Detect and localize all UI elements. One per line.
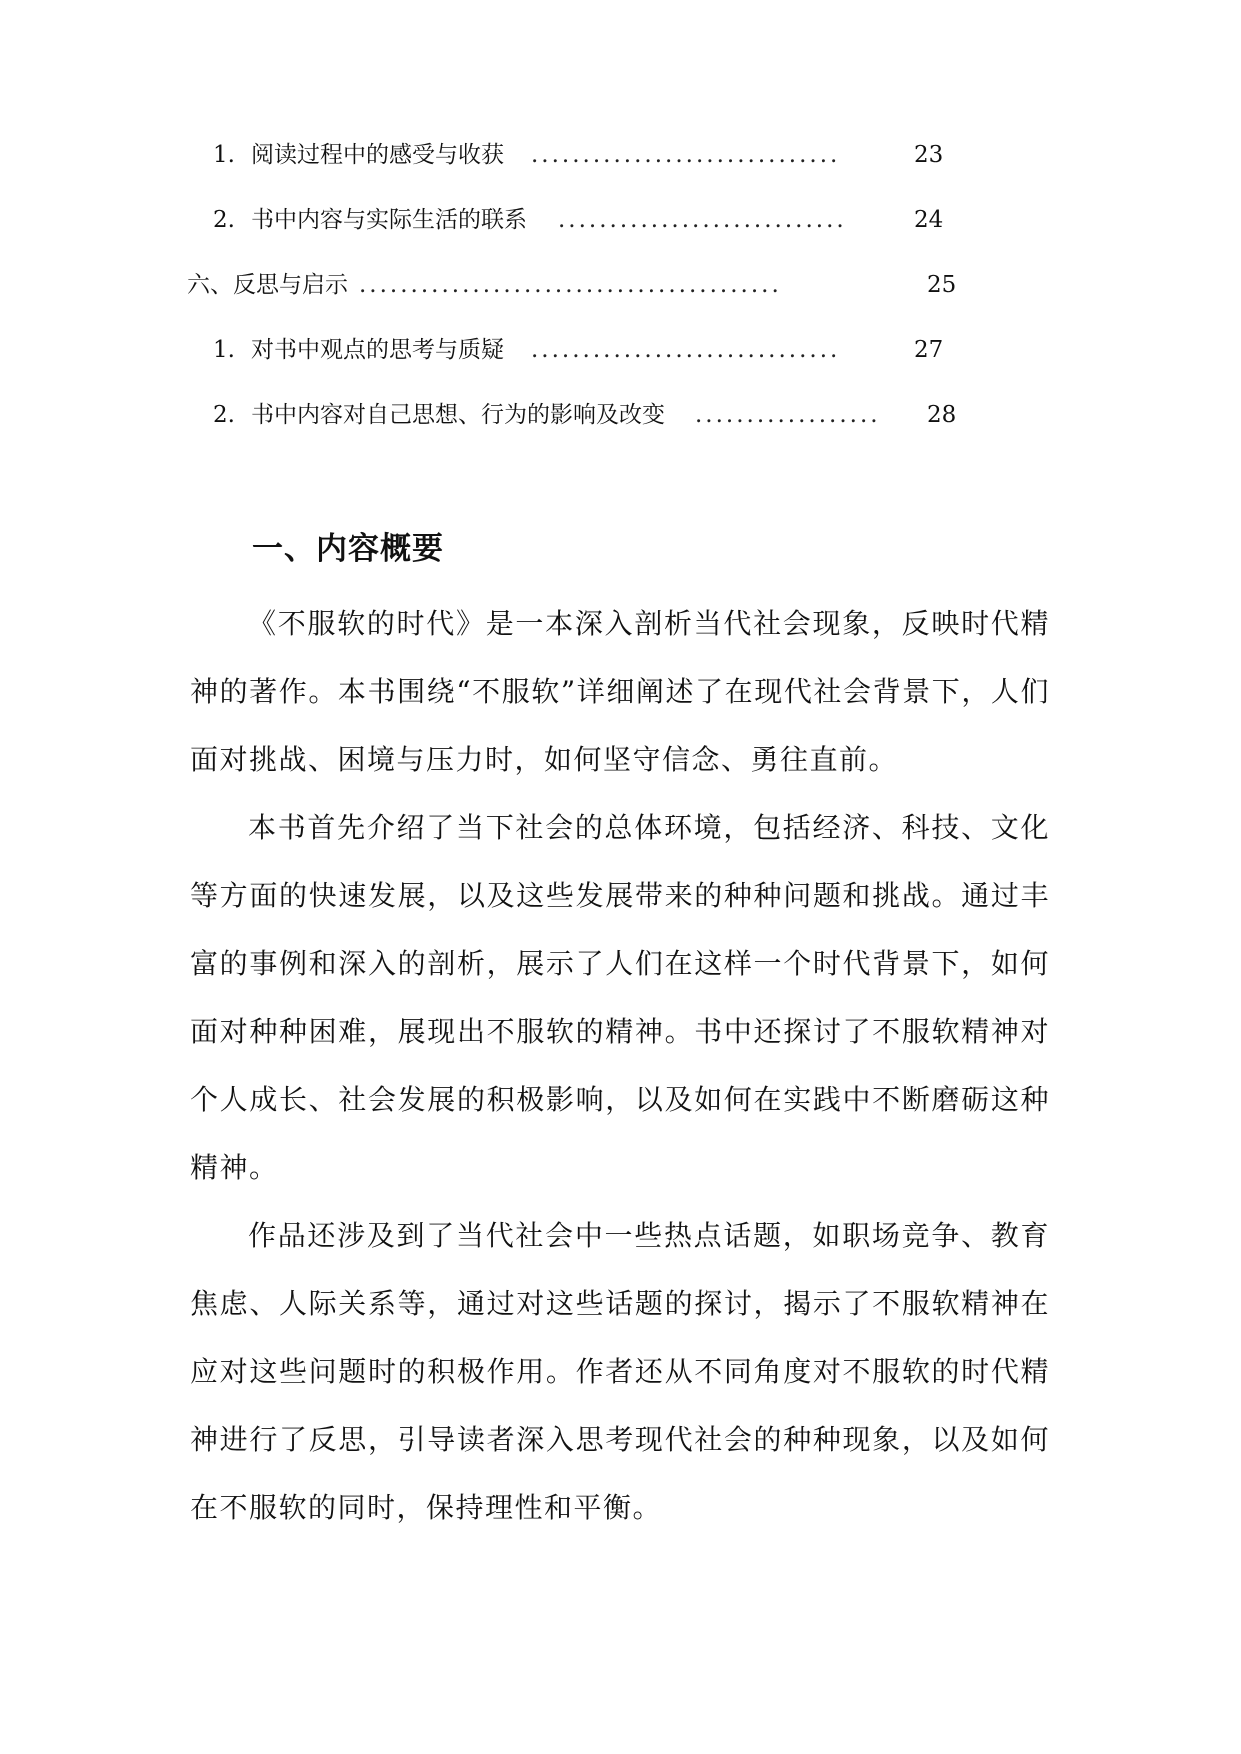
toc-entry-title: 六、反思与启示 — [187, 272, 348, 298]
section-heading: 一、内容概要 — [252, 530, 444, 567]
body-paragraph: 《不服软的时代》是一本深入剖析当代社会现象，反映时代精神的著作。本书围绕“不服软”详细阐述了在现代社会背景下，人们面对挑战、困境与压力时，如何坚守信念、勇往直前。 — [190, 607, 1050, 776]
toc-page-number: 24 — [914, 207, 944, 233]
table-of-contents — [187, 140, 957, 465]
toc-dot-leader: .................. — [695, 402, 881, 428]
toc-entry-title: 阅读过程中的感受与收获 — [251, 142, 504, 168]
toc-page-number: 27 — [914, 337, 944, 363]
toc-dot-leader: .............................. — [531, 142, 841, 168]
toc-dot-leader: ......................................... — [359, 272, 782, 298]
toc-entry-number: 1. — [213, 337, 235, 363]
body-paragraph: 本书首先介绍了当下社会的总体环境，包括经济、科技、文化等方面的快速发展，以及这些发展带来的种种问题和挑战。通过丰富的事例和深入的剖析，展示了人们在这样一个时代背景下，如何面对种种困难，展现出不服软的精神。书中还探讨了不服软精神对个人成长、社会发展的积极影响，以及如何在实践中不断磨砺这种精神。 — [190, 811, 1050, 1184]
toc-page-number: 23 — [914, 142, 944, 168]
toc-entry[interactable] — [187, 335, 947, 400]
toc-entry-title: 对书中观点的思考与质疑 — [251, 337, 504, 363]
toc-entry-number: 2. — [213, 207, 235, 233]
toc-entry-title: 书中内容与实际生活的联系 — [251, 207, 527, 233]
toc-page-number: 25 — [927, 272, 957, 298]
toc-entry[interactable] — [187, 205, 947, 270]
body-paragraph: 作品还涉及到了当代社会中一些热点话题，如职场竞争、教育焦虑、人际关系等，通过对这些话题的探讨，揭示了不服软精神在应对这些问题时的积极作用。作者还从不同角度对不服软的时代精神进行了反思，引导读者深入思考现代社会的种种现象，以及如何在不服软的同时，保持理性和平衡。 — [190, 1219, 1050, 1524]
toc-entry-title: 书中内容对自己思想、行为的影响及改变 — [251, 402, 665, 428]
toc-entry[interactable] — [187, 400, 957, 465]
toc-dot-leader: ............................ — [558, 207, 847, 233]
toc-entry-number: 2. — [213, 402, 235, 428]
toc-page-number: 28 — [927, 402, 957, 428]
section-body — [190, 590, 1050, 1542]
toc-dot-leader: .............................. — [531, 337, 841, 363]
toc-entry[interactable] — [187, 270, 957, 335]
toc-entry[interactable] — [187, 140, 947, 205]
toc-entry-number: 1. — [213, 142, 235, 168]
